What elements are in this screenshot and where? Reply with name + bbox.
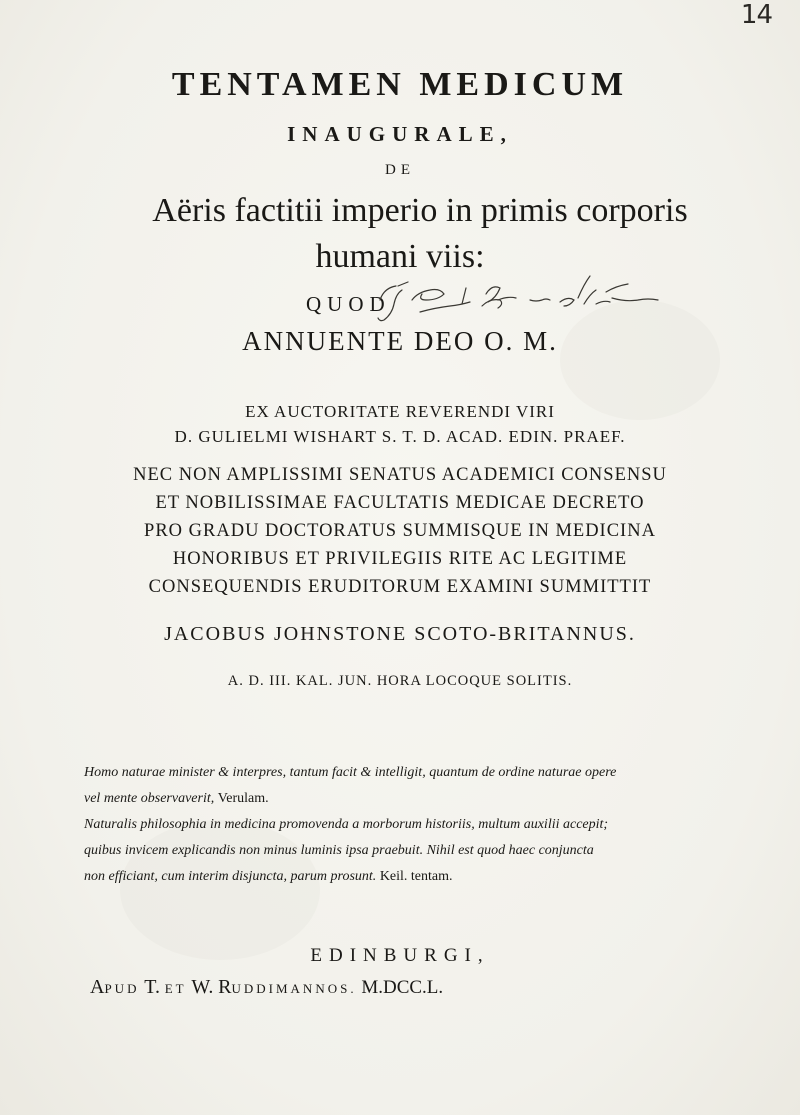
imprint-w: W. <box>191 976 214 998</box>
epigraph-1-line-2 <box>84 786 724 812</box>
consensu-line-4: HONORIBUS ET PRIVILEGIIS RITE AC LEGITIME <box>172 549 628 569</box>
imprint-city: EDINBURGI, <box>310 945 490 966</box>
de-line: DE <box>385 162 415 178</box>
consensu-line-1: NEC NON AMPLISSIMI SENATUS ACADEMICI CONSENSU <box>133 465 667 485</box>
quod-line: QUOD <box>306 292 391 316</box>
auctoritate-line-2: D. GULIELMI WISHART S. T. D. ACAD. EDIN. PRAEF. <box>174 427 626 446</box>
auctoritate-line-1: EX AUCTORITATE REVERENDI VIRI <box>245 402 555 421</box>
annuente-line: ANNUENTE DEO O. M. <box>242 326 558 356</box>
consensu-line-5: CONSEQUENDIS ERUDITORUM EXAMINI SUMMITTIT <box>148 577 652 597</box>
author-line: JACOBUS JOHNSTONE SCOTO-BRITANNUS. <box>164 623 636 645</box>
imprint-uddimannos: UDDIMANNOS. <box>231 981 357 996</box>
epigraph-2-line-1: Naturalis philosophia in medicina promovenda a morborum historiis, multum auxilii accepit; <box>84 817 609 832</box>
imprint-year: M.DCC.L. <box>361 977 444 998</box>
consensu-line-3: PRO GRADU DOCTORATUS SUMMISQUE IN MEDICINA <box>144 521 656 541</box>
imprint-t: T. <box>144 976 160 998</box>
epigraph-1-attribution: Verulam. <box>217 791 269 806</box>
epigraph-2-attribution: Keil. tentam. <box>379 869 453 884</box>
sub-title: INAUGURALE, <box>287 122 513 146</box>
epigraph-block <box>84 760 724 890</box>
subject-line-2: humani viis: <box>315 238 485 275</box>
epigraph-1-text: vel mente observaverit, <box>84 791 215 806</box>
consensu-line-2: ET NOBILISSIMAE FACULTATIS MEDICAE DECRETO <box>155 493 645 513</box>
imprint-r: R <box>218 976 232 998</box>
page-number-mark: 14 <box>740 0 772 30</box>
imprint-et: ET <box>164 981 187 996</box>
epigraph-2-line-3 <box>84 864 724 890</box>
epigraph-2-text: non efficiant, cum interim disjuncta, parum prosunt. <box>84 869 377 884</box>
date-line: A. D. III. KAL. JUN. HORA LOCOQUE SOLITIS. <box>227 673 573 689</box>
imprint-line <box>90 976 443 999</box>
subject-line-1: Aëris factitii imperio in primis corporis <box>152 192 688 229</box>
imprint-apud-rest: PUD <box>104 981 140 996</box>
imprint-apud-initial: A <box>90 976 105 998</box>
epigraph-2-line-2: quibus invicem explicandis non minus luminis ipsa praebuit. Nihil est quod haec conjuncta <box>84 843 594 858</box>
epigraph-1-line-1: Homo naturae minister & interpres, tantum facit & intelligit, quantum de ordine naturae opere <box>84 765 617 780</box>
main-title: TENTAMEN MEDICUM <box>171 66 629 103</box>
